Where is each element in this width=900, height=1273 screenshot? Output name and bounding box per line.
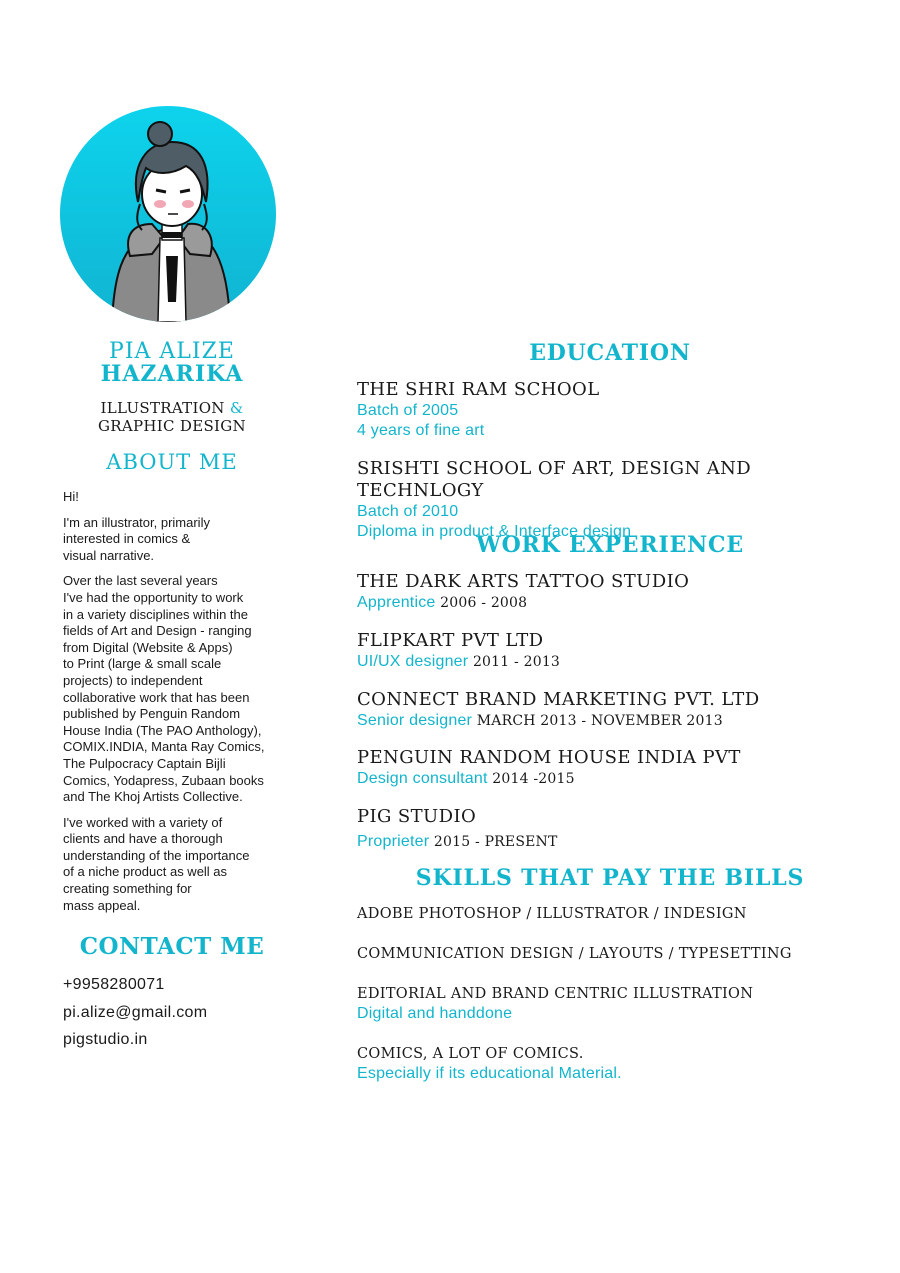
education-item (357, 458, 877, 542)
work-company: PIG STUDIO (357, 806, 477, 827)
about-line: fields of Art and Design - ranging (63, 623, 252, 639)
about-line: to Print (large & small scale (63, 656, 222, 672)
education-line: Diploma in product & Interface design (357, 523, 632, 540)
work-company: FLIPKART PVT LTD (357, 630, 544, 651)
work-role-line (357, 652, 877, 672)
work-heading: WORK EXPERIENCE (476, 532, 744, 558)
about-line: The Pulpocracy Captain Bijli (63, 755, 226, 771)
contact-website[interactable]: pigstudio.in (63, 1031, 148, 1048)
work-period: 2015 - PRESENT (433, 834, 558, 850)
contact-email[interactable]: pi.alize@gmail.com (63, 1003, 208, 1021)
work-item (357, 747, 877, 789)
role-line-2: GRAPHIC DESIGN (98, 417, 246, 435)
about-line: projects) to independent (63, 672, 203, 688)
work-role: Design consultant (357, 770, 488, 787)
about-line: in a variety disciplines within the (63, 606, 248, 622)
skill-title: COMMUNICATION DESIGN / LAYOUTS / TYPESETTING (357, 946, 792, 962)
about-line: creating something for (63, 881, 192, 897)
work-company: CONNECT BRAND MARKETING PVT. LTD (357, 689, 760, 710)
skill-item (357, 984, 877, 1024)
work-period: 2014 -2015 (492, 771, 575, 787)
work-item (357, 571, 877, 613)
work-item (357, 806, 877, 852)
role-tagline (60, 399, 284, 435)
skill-note: Especially if its educational Material. (357, 1065, 622, 1082)
last-name: HAZARIKA (100, 361, 244, 387)
skill-title: COMICS, A LOT OF COMICS. (357, 1046, 584, 1062)
about-heading: ABOUT ME (106, 450, 238, 474)
education-school: THE SHRI RAM SCHOOL (357, 379, 600, 400)
work-role-line (357, 711, 877, 731)
about-line: from Digital (Website & Apps) (63, 639, 233, 655)
contact-phone[interactable]: +9958280071 (63, 976, 165, 993)
work-company: PENGUIN RANDOM HOUSE INDIA PVT (357, 747, 741, 768)
work-period: 2006 - 2008 (440, 595, 528, 611)
education-line: 4 years of fine art (357, 422, 485, 439)
work-period: MARCH 2013 - NOVEMBER 2013 (476, 713, 723, 729)
skill-item (357, 904, 877, 924)
education-line: Batch of 2010 (357, 503, 459, 520)
work-item (357, 630, 877, 672)
work-item (357, 689, 877, 731)
contact-list (63, 971, 207, 1054)
work-role: UI/UX designer (357, 653, 469, 670)
about-line: House India (The PAO Anthology), (63, 722, 262, 738)
first-name: PIA ALIZE (109, 339, 235, 364)
work-period: 2011 - 2013 (472, 654, 561, 670)
about-line: mass appeal. (63, 897, 141, 913)
about-line: and The Khoj Artists Collective. (63, 789, 243, 805)
education-item (357, 379, 877, 441)
about-line: I've had the opportunity to work (63, 589, 244, 605)
contact-heading: CONTACT ME (79, 933, 265, 960)
work-role-line (357, 593, 877, 613)
about-line: of a niche product as well as (63, 864, 228, 880)
about-paragraph (63, 573, 298, 805)
about-line: interested in comics & (63, 531, 191, 547)
skills-heading: SKILLS THAT PAY THE BILLS (415, 865, 805, 891)
skill-item (357, 1044, 877, 1084)
skill-item (357, 944, 877, 964)
education-school: SRISHTI SCHOOL OF ART, DESIGN AND TECHNLOGY (357, 458, 752, 501)
about-line: published by Penguin Random (63, 706, 241, 722)
about-line: I'm an illustrator, primarily (63, 514, 210, 530)
about-line: clients and have a thorough (63, 831, 223, 847)
about-line: Hi! (63, 489, 79, 504)
about-line: COMIX.INDIA, Manta Ray Comics, (63, 739, 265, 755)
work-role: Senior designer (357, 712, 473, 729)
work-role-line (357, 769, 877, 789)
work-role: Apprentice (357, 594, 436, 611)
about-line: Comics, Yodapress, Zubaan books (63, 772, 264, 788)
education-heading: EDUCATION (529, 340, 691, 366)
profile-avatar (60, 106, 276, 322)
work-role: Proprieter (357, 833, 430, 850)
about-line: I've worked with a variety of (63, 814, 223, 830)
portrait-illustration (60, 106, 276, 322)
about-paragraph (63, 489, 298, 506)
about-line: understanding of the importance (63, 847, 250, 863)
role-line-1: ILLUSTRATION (100, 399, 225, 417)
about-line: visual narrative. (63, 547, 155, 563)
skill-title: EDITORIAL AND BRAND CENTRIC ILLUSTRATION (357, 986, 754, 1002)
skill-note: Digital and handdone (357, 1005, 513, 1022)
education-line: Batch of 2005 (357, 402, 459, 419)
about-body (63, 489, 298, 923)
skill-title: ADOBE PHOTOSHOP / ILLUSTRATOR / INDESIGN (357, 906, 747, 922)
about-line: collaborative work that has been (63, 689, 250, 705)
about-line: Over the last several years (63, 573, 218, 589)
about-paragraph (63, 815, 298, 915)
work-role-line (357, 832, 877, 852)
work-company: THE DARK ARTS TATTOO STUDIO (357, 571, 690, 592)
role-ampersand: & (229, 399, 244, 417)
about-paragraph (63, 515, 298, 565)
